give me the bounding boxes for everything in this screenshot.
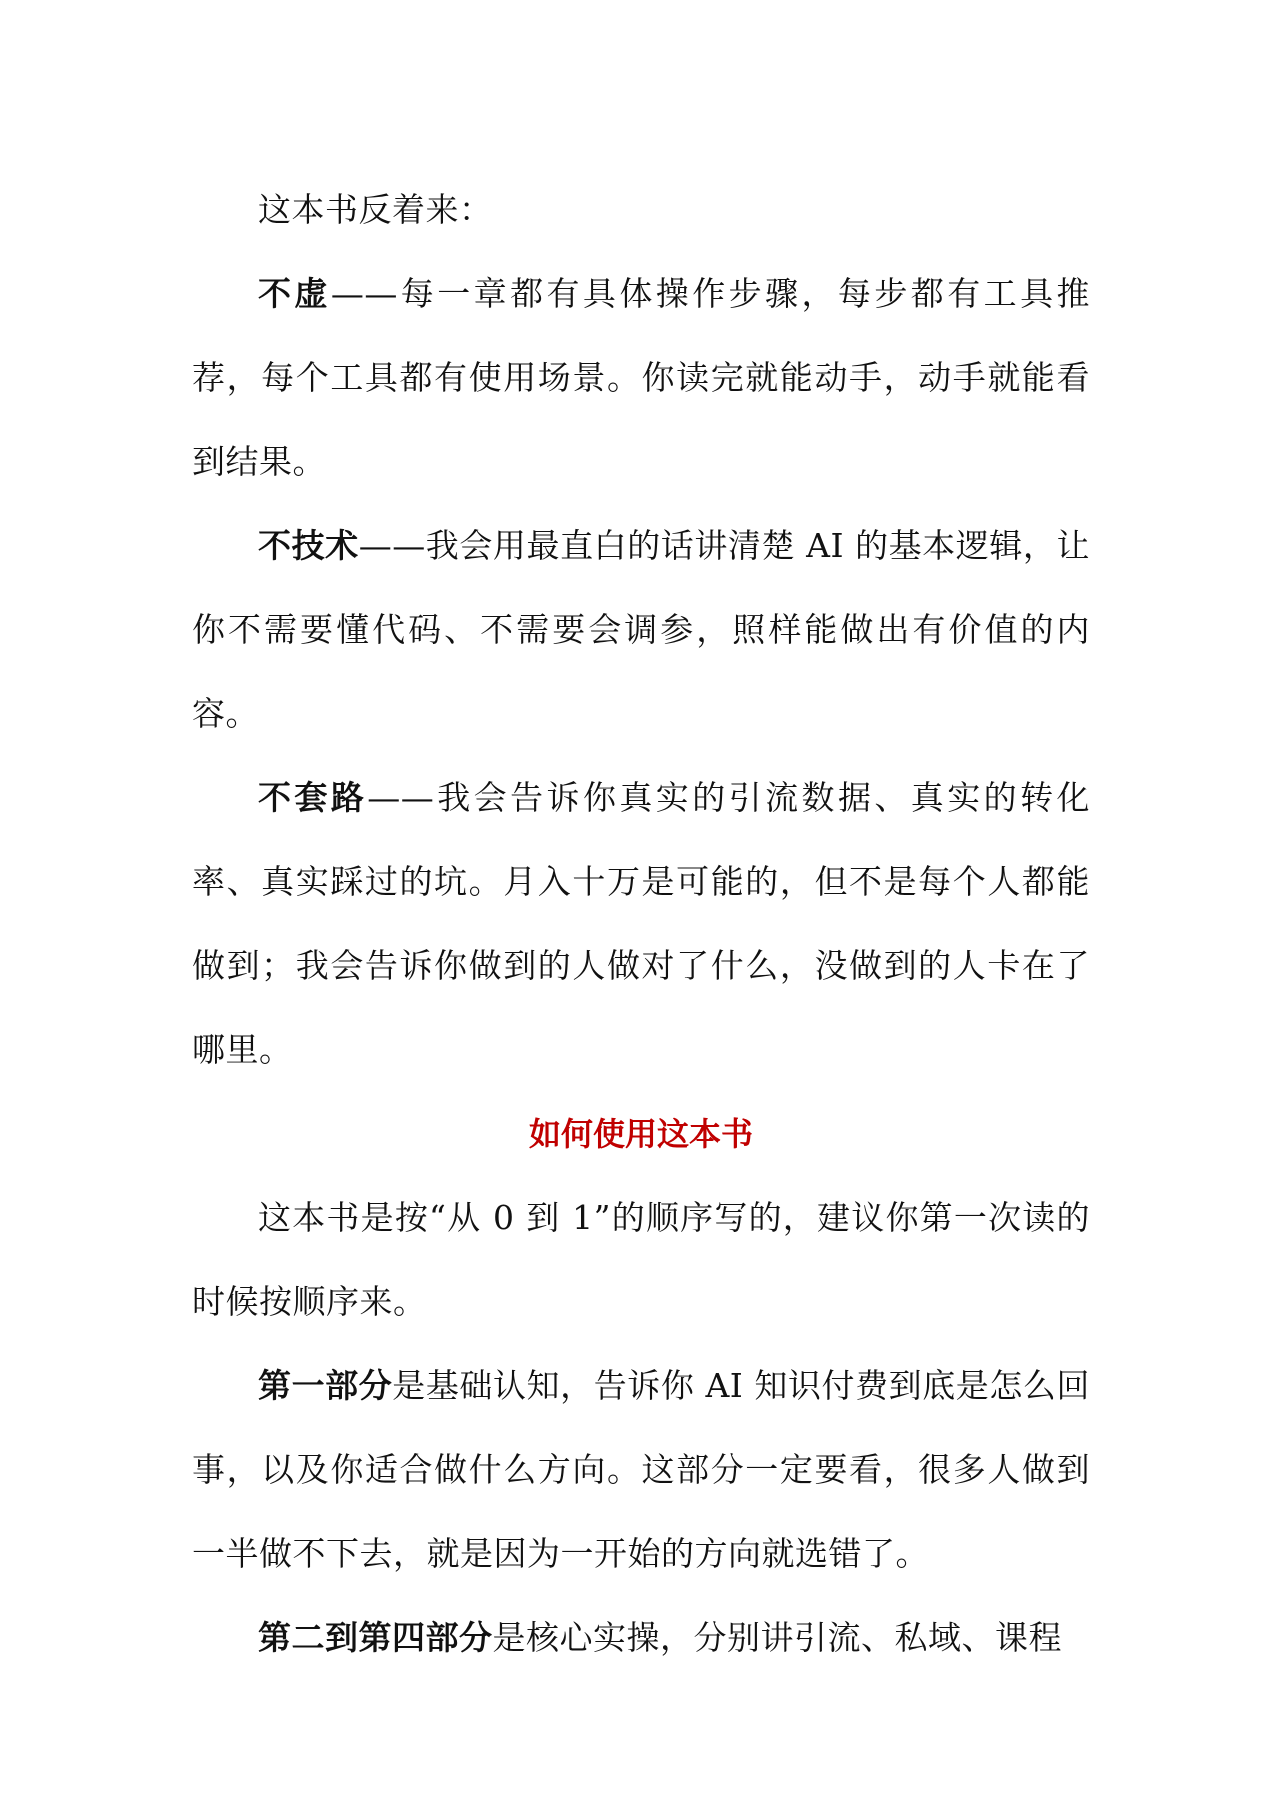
paragraph-text: ——每一章都有具体操作步骤，每步都有工具推荐，每个工具都有使用场景。你读完就能动手，动手就能看到结果。 [192, 274, 1091, 481]
paragraph-text: 这本书是按“从 0 到 1”的顺序写的，建议你第一次读的时候按顺序来。 [192, 1198, 1090, 1321]
paragraph-text: 是基础认知，告诉你 AI 知识付费到底是怎么回事，以及你适合做什么方向。这部分一定要看，很多人做到一半做不下去，就是因为一开始的方向就选错了。 [192, 1366, 1090, 1573]
paragraph-lead: 第一部分 [258, 1366, 393, 1405]
paragraph-parts-two-to-four [192, 1596, 1090, 1680]
document-page [192, 168, 1090, 1680]
paragraph-text: 这本书反着来： [258, 190, 493, 229]
paragraph-no-tricks [192, 756, 1090, 1092]
paragraph-intro [192, 168, 1090, 252]
paragraph-part-one [192, 1344, 1090, 1596]
paragraph-text: 是核心实操，分别讲引流、私域、课程 [492, 1618, 1062, 1657]
paragraph-lead: 不套路 [258, 778, 368, 817]
paragraph-text: ——我会用最直白的话讲清楚 AI 的基本逻辑，让你不需要懂代码、不需要会调参，照样能做出有价值的内容。 [192, 526, 1090, 733]
paragraph-lead: 第二到第四部分 [258, 1618, 493, 1657]
paragraph-lead: 不虚 [258, 274, 331, 313]
paragraph-not-technical [192, 504, 1090, 756]
paragraph-text: ——我会告诉你真实的引流数据、真实的转化率、真实踩过的坑。月入十万是可能的，但不是每个人都能做到；我会告诉你做到的人做对了什么，没做到的人卡在了哪里。 [192, 778, 1091, 1069]
section-heading: 如何使用这本书 [528, 1115, 753, 1153]
paragraph-not-vague [192, 252, 1090, 504]
paragraph-reading-order [192, 1176, 1090, 1344]
paragraph-lead: 不技术 [258, 526, 359, 565]
